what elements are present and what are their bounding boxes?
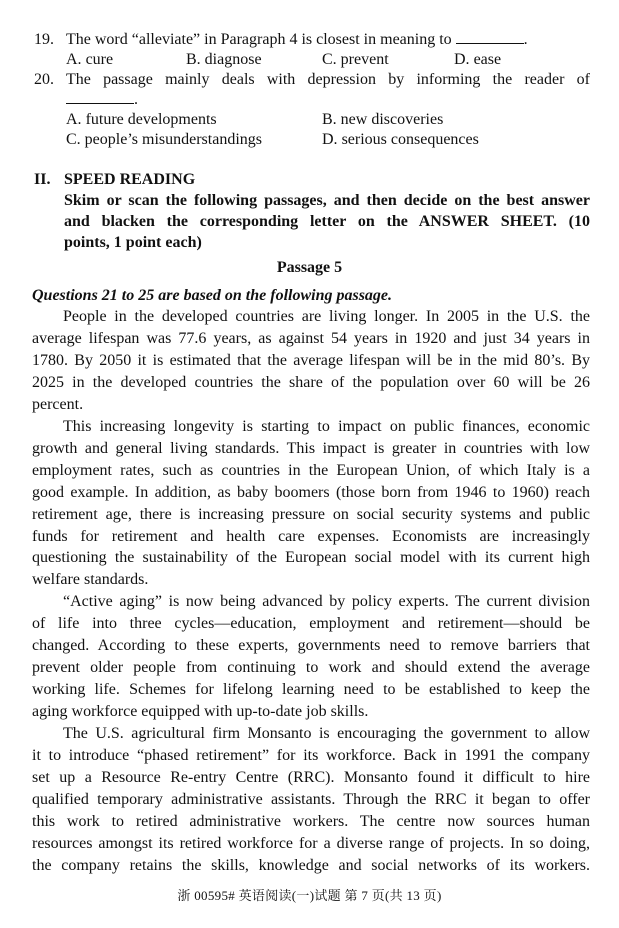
option-text: cure [85,51,114,68]
instruction-line: Skim or scan the following passages, and then decide on the best answer [64,192,590,209]
option-letter: B. [322,111,337,128]
passage-line: “Active aging” is now being advanced by policy experts. The current division [63,593,590,611]
passage-line: changed. According to these experts, governments need to remove barriers that [32,637,590,655]
section-number: II. [34,171,51,188]
passage-line: resources amongst its retired workforce for a diverse range of projects. In so doing, [32,834,590,852]
page-footer: 浙 00595# 英语阅读(一)试题 第 7 页(共 13 页) [177,888,442,903]
passage-line: 1780. By 2050 it is estimated that the average lifespan will be in the mid 80’s. By [32,351,590,369]
option-letter: A. [66,51,82,68]
question-number: 20. [34,71,54,88]
passage-line: retirement age, there is increasing pressure on social security systems and public [32,505,590,523]
question-end: . [523,31,528,48]
passage-line: employment rates, such as countries in the European Union, of which Italy is a [32,461,590,479]
instruction-line: and blacken the corresponding letter on the ANSWER SHEET. (10 [64,213,590,230]
option-c [66,130,262,150]
passage-line: of life into three cycles—education, employment and retirement—should be [32,615,590,633]
option-b [322,110,443,130]
section-title: SPEED READING [64,171,196,188]
question-number: 19. [34,31,54,48]
passage-line: aging workforce equipped with up-to-date job skills. [32,703,369,721]
passage-line: the company retains the skills, knowledge and social networks of its workers. [32,856,590,874]
question-end: . [134,91,138,108]
passage-line: it to introduce “phased retirement” for its workforce. Back in 1991 the company [32,747,590,765]
option-letter: C. [322,51,337,68]
section-instructions [64,190,590,253]
option-text: people’s misunderstandings [84,131,262,148]
passage-line: percent. [32,395,84,413]
passage-title: Passage 5 [276,259,343,276]
answer-blank [66,91,134,104]
option-a [66,50,113,70]
option-letter: C. [66,131,81,148]
passage-line: This increasing longevity is starting to impact on public finances, economic [63,417,590,435]
passage-line: prevent older people from continuing to work and should extend the average [32,659,590,677]
section-heading [34,170,195,190]
option-text: ease [473,51,502,68]
passage-line: qualified temporary administrative assistants. Through the RRC it began to offer [32,790,590,808]
passage-line: working life. Schemes for lifelong learning need to be established to keep the [32,681,590,699]
passage-line: funds for retirement and health care expenses. Economists are increasingly [32,527,590,545]
option-letter: A. [66,111,82,128]
passage-line: questioning the sustainability of the European social model with its current high [32,549,590,567]
question-stem: The word “alleviate” in Paragraph 4 is closest in meaning to [66,31,452,48]
answer-blank [456,31,524,44]
passage-line: average lifespan was 77.6 years, as against 54 years in 1920 and just 34 years in [32,329,590,347]
passage-line: set up a Resource Re-entry Centre (RRC). Monsanto found it difficult to hire [32,769,590,787]
question-stem: The passage mainly deals with depression by informing the reader of [65,71,590,88]
question-19 [34,30,574,50]
question-20-blank-line [66,90,138,110]
passage-line: The U.S. agricultural firm Monsanto is encouraging the government to allow [63,725,590,743]
option-text: serious consequences [341,131,479,148]
option-d [322,130,479,150]
option-d [454,50,501,70]
option-text: future developments [85,111,217,128]
option-letter: D. [454,51,470,68]
option-text: new discoveries [340,111,444,128]
option-letter: B. [186,51,201,68]
option-a [66,110,217,130]
question-20 [34,70,590,90]
option-text: prevent [340,51,389,68]
passage-line: welfare standards. [32,571,149,589]
passage-line: this work to retired administrative workers. The centre now sources human [32,812,590,830]
instruction-line: points, 1 point each) [64,234,202,251]
option-c [322,50,389,70]
question-range: Questions 21 to 25 are based on the following passage. [32,287,393,304]
option-letter: D. [322,131,338,148]
passage-body [32,306,590,877]
passage-line: 2025 in the developed countries the share of the population over 60 will be 26 [32,373,590,391]
passage-line: good example. In addition, as baby boomers (those born from 1946 to 1960) reach [32,483,590,501]
passage-line: growth and general living standards. This impact is greater in countries with low [32,439,590,457]
passage-line: People in the developed countries are living longer. In 2005 in the U.S. the [63,308,590,325]
option-b [186,50,262,70]
option-text: diagnose [204,51,262,68]
